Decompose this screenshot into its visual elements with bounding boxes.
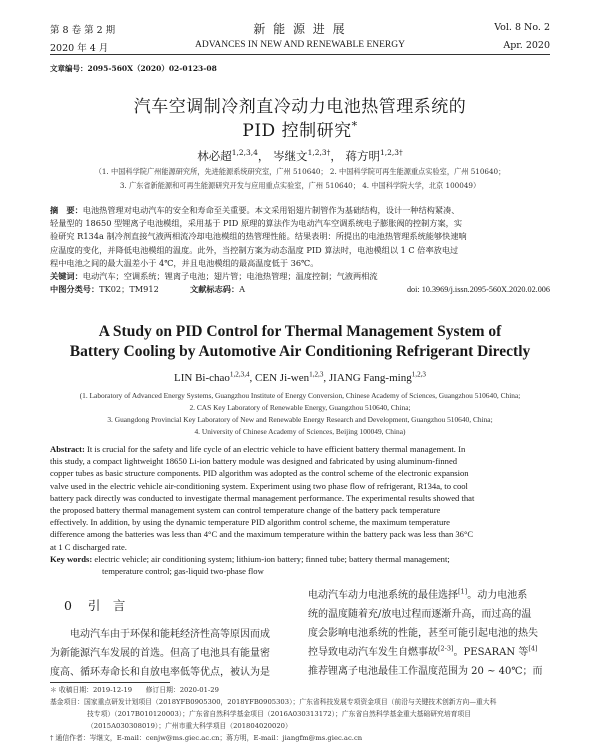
footnote-correspondence: † 通信作者：岑继文，E-mail：cenjw@ms.giec.ac.cn；蒋方明，E-mail：jiangfm@ms.giec.ac.cn (50, 734, 363, 742)
author-cn-2: 岑继文 (273, 149, 308, 163)
page-number: · 123 · (290, 726, 310, 733)
section-heading-intro: 0 引 言 (64, 598, 126, 613)
author-en-3: JIANG Fang-ming (328, 372, 412, 384)
author-cn-1: 林必超 (197, 149, 232, 163)
affiliation-en-line4: 4. University of Chinese Academy of Sciences, Beijing 100049, China) (194, 427, 406, 436)
header-volume-en: Vol. 8 No. 2 (494, 22, 550, 33)
affiliation-cn-line2: 3. 广东省新能源和可再生能源研究开发与应用重点实验室，广州 510640； 4. 中国科学院大学，北京 100049） (119, 181, 481, 190)
intro-left-column: 电动汽车由于环保和能耗经济性高等原因而成 为新能源汽车发展的首选。但高了电池具有能量密 度高、循环寿命长和自放电率低等优点，被认为是 (50, 629, 270, 678)
affiliation-en-line2: 2. CAS Key Laboratory of Renewable Energy, Guangzhou 510640, China; (189, 403, 411, 412)
abstract-cn-label: 摘 要： (50, 205, 83, 215)
header-date-cn: 2020 年 4 月 (50, 43, 109, 54)
authors-en: LIN Bi-chao$^{1,2,3,4}$, CEN Ji-wen$^{1,2,3}$, JIANG Fang-ming$^{1,2,3}$ (174, 370, 426, 384)
footnotes: ＊ 收稿日期：2019-12-19 修订日期：2020-01-29 基金项目：国家重点研发计划项目（2018YFB0905300，2018YFB0905303）；广东省科技发展专项资金项目（前沿与关键技术创新方向—重大科 技专项）（2017B010120003）；广东省自然科学基金项目（2016A030313172）；广东省自然科学基金重大基础研究培育项目 （2015A030308019）；广州市重大科学项目（201804020020） † 通信作者：岑继文，E-mail：cenjw@ms.giec.ac.cn；蒋方明，E-mail：jiangfm@ms.giec.ac.cn (50, 686, 497, 742)
footnote-rule (50, 682, 170, 683)
title-cn-line1: 汽车空调制冷剂直冷动力电池热管理系统的 (133, 97, 467, 117)
header-rule (50, 54, 550, 55)
footnote-funding: 基金项目：国家重点研发计划项目（2018YFB0905300，2018YFB0905303）；广东省科技发展专项资金项目（前沿与关键技术创新方向—重大科 (50, 698, 497, 706)
header-journal-en: ADVANCES IN NEW AND RENEWABLE ENERGY (195, 40, 405, 50)
title-cn-line2: PID 控制研究* (242, 119, 358, 141)
author-en-1: LIN Bi-chao (174, 372, 230, 384)
title-en-line1: A Study on PID Control for Thermal Management System of (98, 323, 502, 340)
keywords-en: Key words: electric vehicle; air conditioning system; lithium-ion battery; finned tube; battery thermal management; (50, 553, 450, 564)
footnote-dates: ＊ 收稿日期：2019-12-19 修订日期：2020-01-29 (50, 686, 219, 694)
affiliation-en-line1: (1. Laboratory of Advanced Energy Systems, Guangzhou Institute of Energy Conversion, Chinese Academy of Sciences, Guangzhou 510640, China; (79, 391, 521, 400)
header-date-en: Apr. 2020 (503, 40, 550, 51)
affiliation-en-line3: 3. Guangdong Provincial Key Laboratory of New and Renewable Energy Research and Development, Guangzhou 510640, China; (107, 415, 493, 424)
header-volume-cn: 第 8 卷 第 2 期 (50, 25, 116, 36)
authors-cn: 林必超$^{1,2,3,4}$， 岑继文$^{1,2,3\dagger}$， 蒋方明$^{1,2,3\dagger}$ (197, 148, 403, 163)
author-cn-3: 蒋方明 (345, 149, 380, 163)
author-en-2: CEN Ji-wen (255, 372, 310, 384)
header-journal-cn: 新 能 源 进 展 (253, 22, 347, 36)
intro-right-column: 电动汽车动力电池系统的最佳选择[1]。动力电池系 统的温度随着充/放电过程而逐渐升高，而过高的温 度会影响电池系统的性能，甚至可能引起电池的热失 控导致电动汽车发生自燃事故[2-3]。PESARAN 等[4] 推荐锂离子电池最佳工作温度范围为 20 ~ 40℃；而 (308, 587, 543, 677)
classification-line: 中图分类号：TK02；TM912 文献标志码：A doi: 10.3969/j.issn.2095-560X.2020.02.006 (50, 283, 550, 296)
abstract-en-label: Abstract: (50, 444, 85, 454)
keywords-cn: 关键词：电动汽车；空调系统；锂离子电池；翅片管；电池热管理；温度控制；气液两相流 (50, 271, 378, 282)
article-number: 文章编号：2095-560X（2020）02-0123-08 (50, 64, 217, 73)
abstract-cn: 摘 要：电池热管理对电动汽车的安全和寿命至关重要。本文采用铝翅片制管作为基础结构，设计一种结构紧凑、 轻量型的 18650 型锂离子电池模组，采用基于 PID 原理的算法作为电动汽车空调系统电子膨胀阀的控制方案，实 验研究 R134a 制冷剂直接气液两相流冷却电池模组的热管理性能。结果表明：所提出的电池热管理系统能够快速响 应温度的变化，并降低电池模组的温度。此外，当控制方案为动态温度 PID 算法时，电池模组以 1 C 倍率放电过 程中电池之间的最大温差小于 4℃，并且电池模组的最高温度低于 36℃。 关键词：电动汽车；空调系统；锂离子电池；翅片管；电池热管理；温度控制；气液两相流 中图分类号：TK02；TM912 文献标志码：A doi: 10.3969/j.issn.2095-560X.2020.02.006 (50, 204, 550, 296)
affiliation-cn-line1: （1. 中国科学院广州能源研究所，先进能源系统研究室，广州 510640； 2. 中国科学院可再生能源重点实验室，广州 510640； (94, 167, 506, 176)
doi: doi: 10.3969/j.issn.2095-560X.2020.02.006 (406, 285, 550, 295)
abstract-en: Abstract: It is crucial for the safety and life cycle of an electric vehicle to have efficient battery thermal management. In this study, a compact lightweight 18650 Li-ion battery module was designed and fabricated by using aluminum-finned copper tubes as basic structure components. PID algorithm was adopted as the control scheme of the electronic expansion valve used in the electric vehicle air-conditioning system. Experiment using two phase flow of refrigerant, R134a, to cool battery pack directly was conducted to investigate thermal management performance. The experimental results showed that the proposed battery thermal management system can control temperature change of the battery pack temperature effectively. In addition, by using the dynamic temperature PID algorithm control scheme, the maximum temperature difference among the batteries was less than 4°C and the maximum temperature within the battery pack was less than 36°C at 1 C discharged rate. Key words: electric vehicle; air conditioning system; lithium-ion battery; finned tube; battery thermal management; temperature control; gas-liquid two-phase flow (50, 443, 550, 577)
title-en-line2: Battery Cooling by Automotive Air Conditioning Refrigerant Directly (69, 343, 531, 360)
title-footnote-mark: * (351, 119, 358, 133)
